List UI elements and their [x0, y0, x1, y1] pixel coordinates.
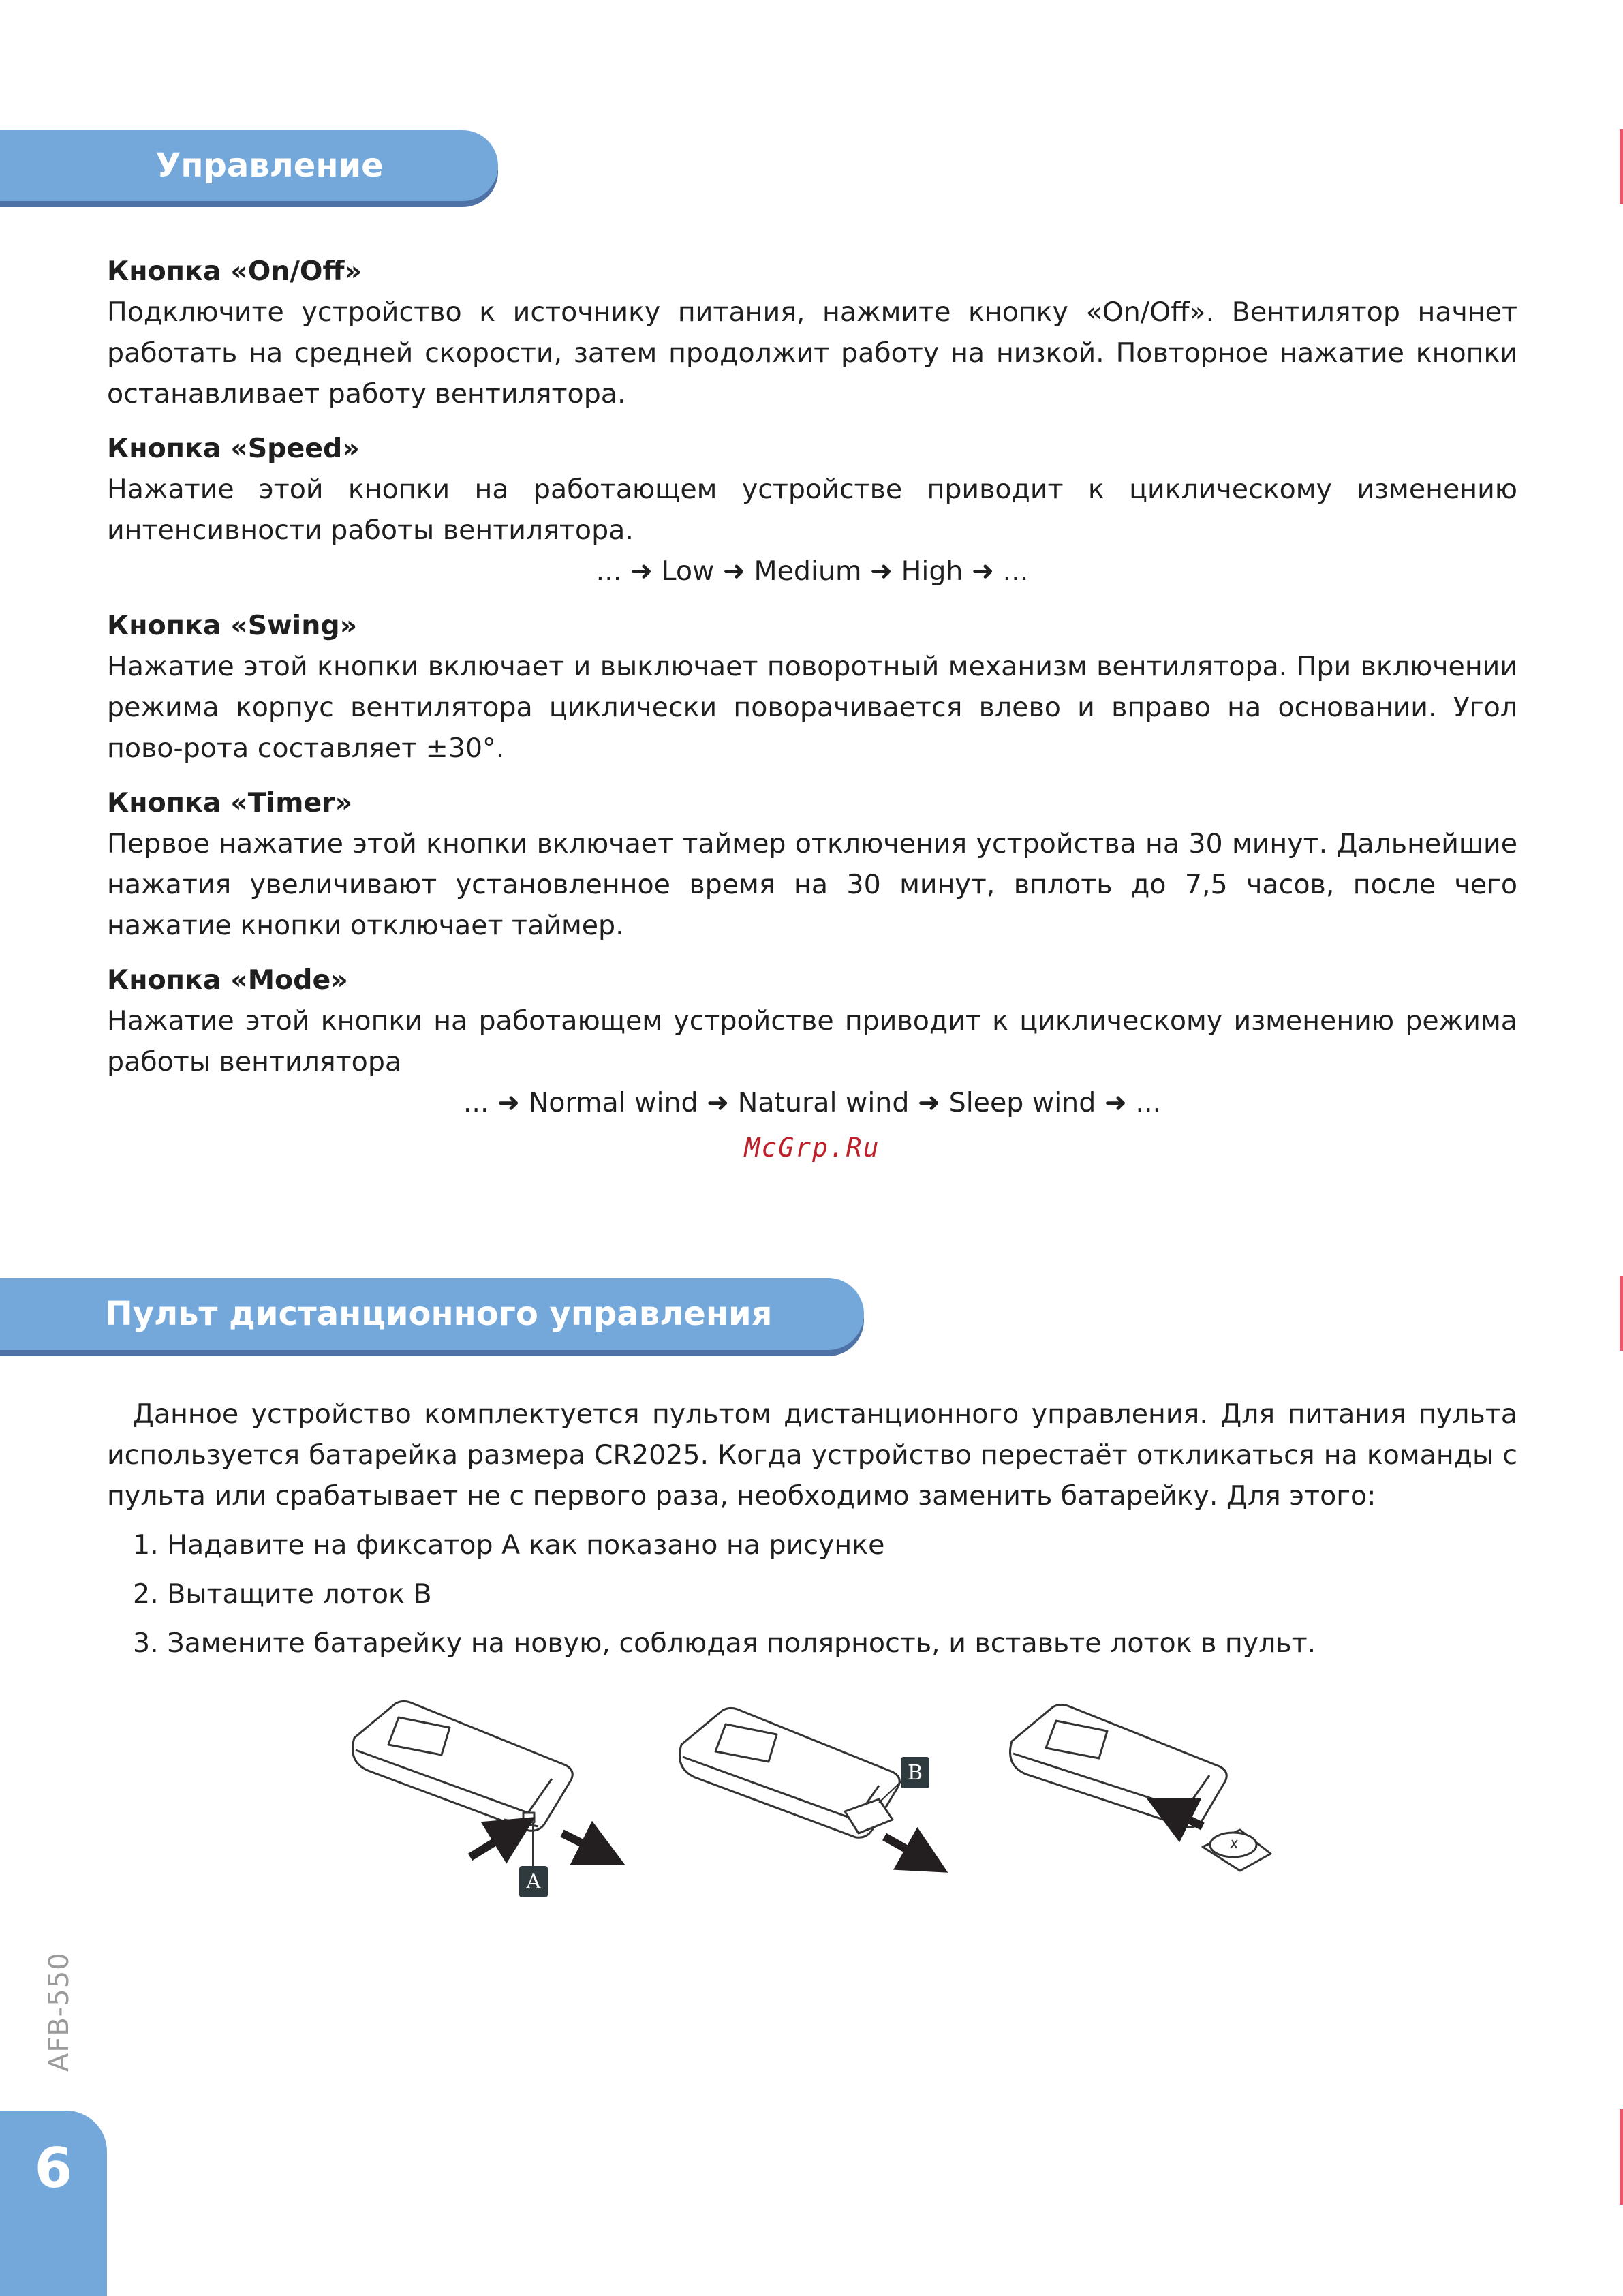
latch-a	[523, 1813, 534, 1822]
button-title-onoff: Кнопка «On/Off»	[107, 256, 362, 287]
section-heading: Пульт дистанционного управления	[105, 1295, 773, 1333]
list-item: 2. Вытащите лоток В	[133, 1578, 432, 1610]
remote-intro: Данное устройство комплектуется пультом дистанционного управления. Для питания пульта используется батарейка размера CR2025. Когда устройство перестаёт откликаться на команды с пульта или срабатывает не с первого раза, необходимо заменить батарейку. Для этого:	[107, 1398, 1517, 1512]
button-description-speed: Нажатие этой кнопки на работающем устройстве приводит к циклическому изменению интенсивности работы вентилятора.	[107, 474, 1517, 546]
label-a: A	[526, 1870, 541, 1894]
remote-insert-battery-illustration	[1010, 1704, 1271, 1871]
button-description-onoff: Подключите устройство к источнику питания, нажмите кнопку «On/Off». Вентилятор начнет работать на средней скорости, затем продолжит работу на низкой. Повторное нажатие кнопки останавливает работу вентилятора.	[107, 296, 1517, 410]
page-number-tab	[0, 2111, 107, 2296]
speed-sequence: ... ➜ Low ➜ Medium ➜ High ➜ ...	[596, 555, 1029, 587]
remote-press-latch-illustration	[353, 1701, 573, 1831]
button-title-swing: Кнопка «Swing»	[107, 610, 358, 641]
button-title-timer: Кнопка «Timer»	[107, 787, 353, 818]
arrow-icon	[884, 1837, 927, 1861]
list-item: 1. Надавите на фиксатор А как показано на рисунке	[133, 1529, 885, 1561]
mode-sequence: ... ➜ Normal wind ➜ Natural wind ➜ Sleep wind ➜ ...	[463, 1087, 1162, 1118]
watermark[interactable]: McGrp.Ru	[744, 1133, 880, 1163]
page-number: 6	[34, 2137, 73, 2200]
section-banner-remote	[0, 1278, 864, 1350]
button-description-swing: Нажатие этой кнопки включает и выключает поворотный механизм вентилятора. При включении режима корпус вентилятора циклически поворачивается влево и вправо на основании. Угол пово-рота составляет ±30°.	[107, 651, 1517, 764]
arrow-icon	[470, 1830, 514, 1857]
button-description-timer: Первое нажатие этой кнопки включает таймер отключения устройства на 30 минут. Дальнейшие нажатия увеличивают установленное время на 30 минут, вплоть до 7,5 часов, после чего нажатие кнопки отключает таймер.	[107, 828, 1517, 941]
button-title-speed: Кнопка «Speed»	[107, 433, 360, 464]
remote-pull-tray-illustration	[680, 1708, 900, 1837]
button-description-mode: Нажатие этой кнопки на работающем устройстве приводит к циклическому изменению режима работы вентилятора	[107, 1005, 1517, 1077]
button-title-mode: Кнопка «Mode»	[107, 964, 348, 996]
label-b: B	[907, 1761, 923, 1785]
illustration-svg	[341, 1690, 1281, 1922]
list-item: 3. Замените батарейку на новую, соблюдая полярность, и вставьте лоток в пульт.	[133, 1627, 1316, 1659]
edge-mark	[1620, 2109, 1623, 2205]
arrow-icon	[562, 1833, 603, 1854]
remote-section	[107, 1394, 1517, 1664]
edge-mark	[1620, 1276, 1623, 1351]
model-label: AFB-550	[44, 1952, 75, 2072]
controls-section	[107, 251, 1517, 1168]
battery-replacement-illustrations	[341, 1690, 1281, 1922]
section-heading: Управление	[155, 147, 384, 185]
edge-mark	[1620, 129, 1623, 204]
section-banner-controls	[0, 130, 498, 201]
